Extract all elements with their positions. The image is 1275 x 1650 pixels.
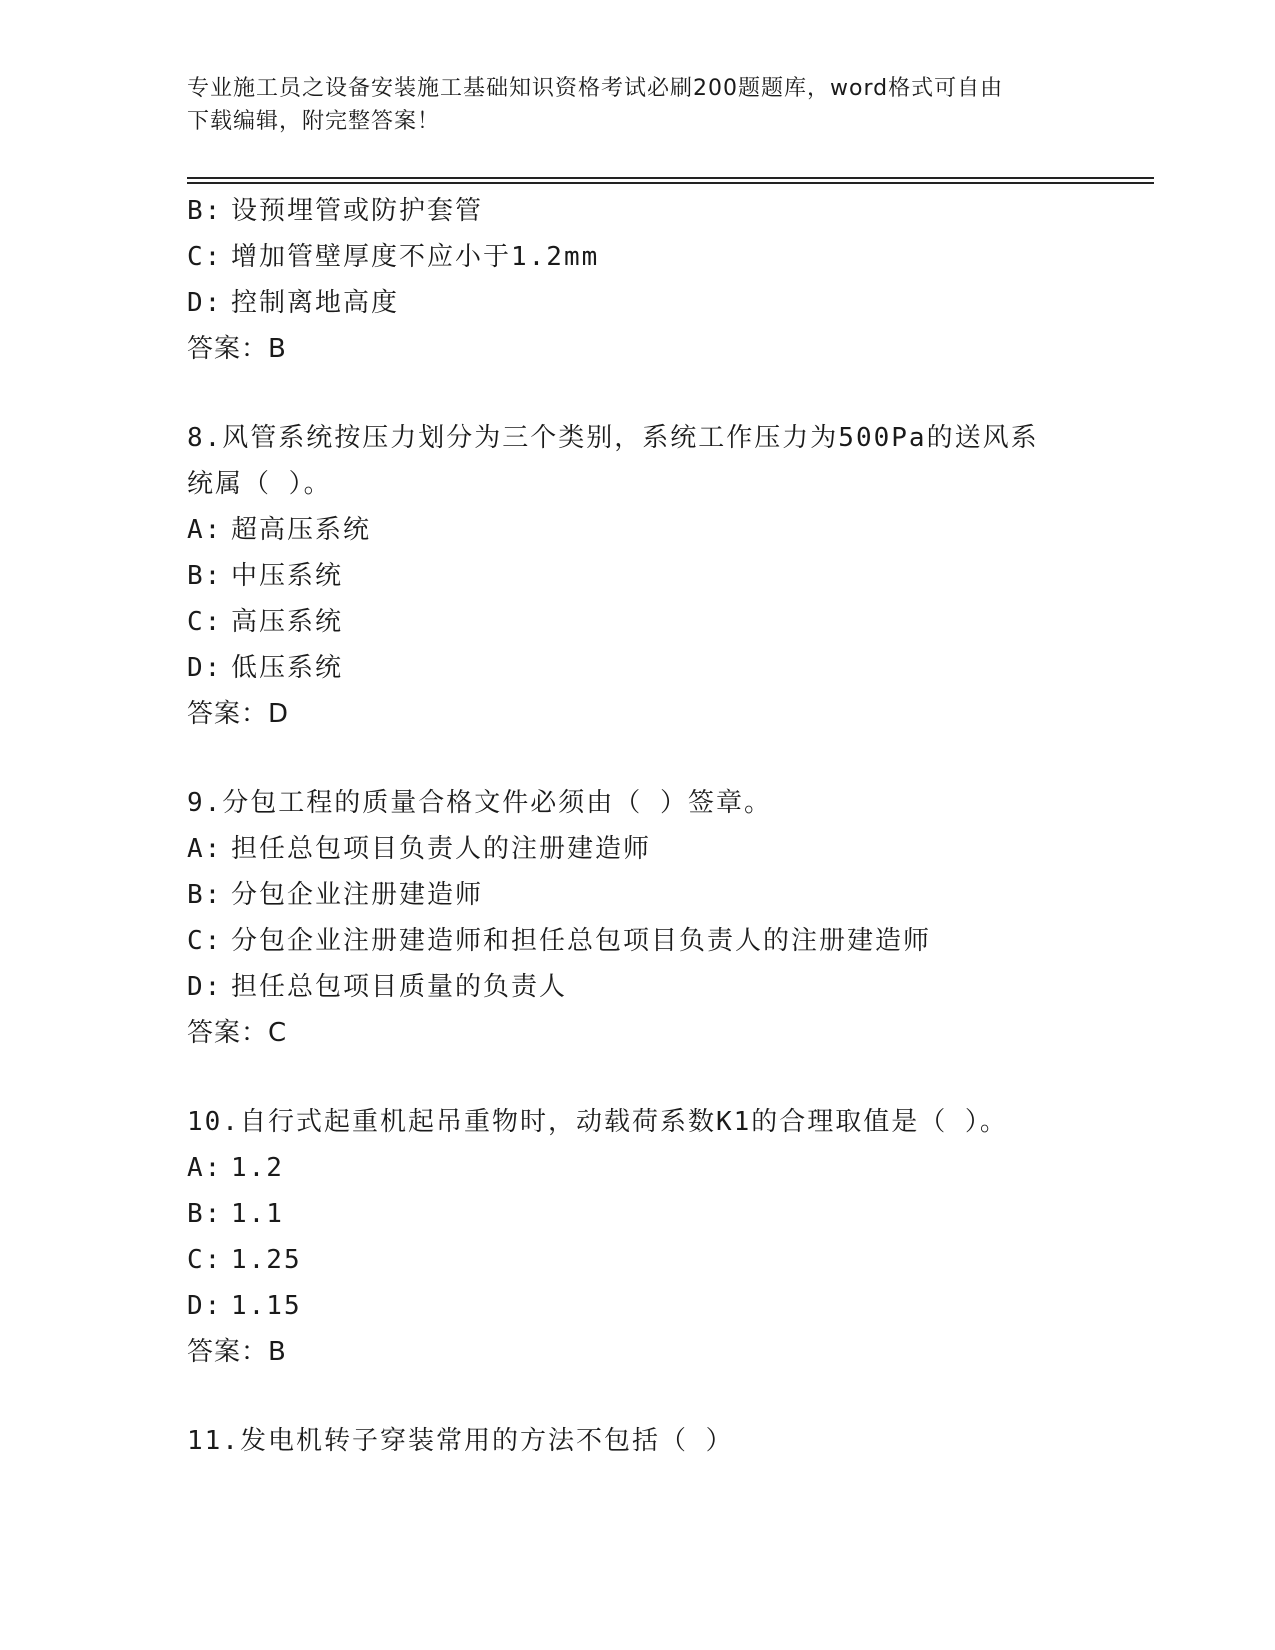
option-text: 1.1 bbox=[231, 1199, 284, 1229]
option-text: 增加管壁厚度不应小于1.2mm bbox=[231, 242, 600, 272]
option-prefix: B: bbox=[187, 561, 223, 591]
option-prefix: B: bbox=[187, 1199, 223, 1229]
question-stem: 10.自行式起重机起吊重物时，动载荷系数K1的合理取值是（ ）。 bbox=[187, 1107, 1008, 1137]
option-text: 控制离地高度 bbox=[231, 288, 400, 318]
option-b bbox=[187, 188, 1154, 234]
option-a bbox=[187, 1145, 1154, 1191]
option-prefix: C: bbox=[187, 607, 223, 637]
option-text: 1.25 bbox=[231, 1245, 302, 1275]
option-text: 超高压系统 bbox=[231, 515, 372, 545]
option-text: 担任总包项目负责人的注册建造师 bbox=[231, 834, 652, 864]
option-c bbox=[187, 599, 1154, 645]
option-prefix: D: bbox=[187, 288, 223, 318]
question-7 bbox=[187, 188, 1154, 372]
option-prefix: D: bbox=[187, 1291, 223, 1321]
header-line-2: 下载编辑，附完整答案！ bbox=[187, 109, 441, 134]
option-text: 分包企业注册建造师 bbox=[231, 880, 484, 910]
header-divider-thin bbox=[187, 182, 1154, 184]
question-stem: 9.分包工程的质量合格文件必须由（ ）签章。 bbox=[187, 788, 772, 818]
option-b bbox=[187, 872, 1154, 918]
document-header bbox=[187, 72, 1067, 138]
question-11 bbox=[187, 1418, 1154, 1464]
option-c bbox=[187, 1237, 1154, 1283]
option-prefix: A: bbox=[187, 515, 223, 545]
option-d bbox=[187, 964, 1154, 1010]
option-text: 设预埋管或防护套管 bbox=[231, 196, 484, 226]
option-text: 高压系统 bbox=[231, 607, 344, 637]
option-a bbox=[187, 826, 1154, 872]
option-text: 1.2 bbox=[231, 1153, 284, 1183]
option-prefix: A: bbox=[187, 1153, 223, 1183]
question-9 bbox=[187, 780, 1154, 1056]
option-text: 分包企业注册建造师和担任总包项目负责人的注册建造师 bbox=[231, 926, 932, 956]
option-c bbox=[187, 918, 1154, 964]
question-10 bbox=[187, 1099, 1154, 1375]
option-prefix: B: bbox=[187, 880, 223, 910]
header-divider-thick bbox=[187, 177, 1154, 179]
option-text: 中压系统 bbox=[231, 561, 344, 591]
option-b bbox=[187, 553, 1154, 599]
answer-line: 答案：D bbox=[187, 699, 290, 729]
option-b bbox=[187, 1191, 1154, 1237]
header-line-1: 专业施工员之设备安装施工基础知识资格考试必刷200题题库，word格式可自由 bbox=[187, 76, 1004, 101]
option-prefix: A: bbox=[187, 834, 223, 864]
question-stem-line-1: 8.风管系统按压力划分为三个类别，系统工作压力为500Pa的送风系 bbox=[187, 423, 1039, 453]
question-content bbox=[187, 188, 1154, 1464]
option-prefix: C: bbox=[187, 242, 223, 272]
option-text: 低压系统 bbox=[231, 653, 344, 683]
option-d bbox=[187, 645, 1154, 691]
answer-line: 答案：C bbox=[187, 1018, 288, 1048]
option-d bbox=[187, 1283, 1154, 1329]
option-text: 1.15 bbox=[231, 1291, 302, 1321]
option-prefix: B: bbox=[187, 196, 223, 226]
option-text: 担任总包项目质量的负责人 bbox=[231, 972, 568, 1002]
answer-line: 答案：B bbox=[187, 334, 287, 364]
option-prefix: D: bbox=[187, 972, 223, 1002]
option-prefix: C: bbox=[187, 1245, 223, 1275]
option-prefix: D: bbox=[187, 653, 223, 683]
option-prefix: C: bbox=[187, 926, 223, 956]
option-d bbox=[187, 280, 1154, 326]
question-stem: 11.发电机转子穿装常用的方法不包括（ ） bbox=[187, 1426, 734, 1456]
option-a bbox=[187, 507, 1154, 553]
question-8 bbox=[187, 415, 1154, 737]
question-stem-line-2: 统属（ ）。 bbox=[187, 469, 332, 499]
option-c bbox=[187, 234, 1154, 280]
answer-line: 答案：B bbox=[187, 1337, 287, 1367]
